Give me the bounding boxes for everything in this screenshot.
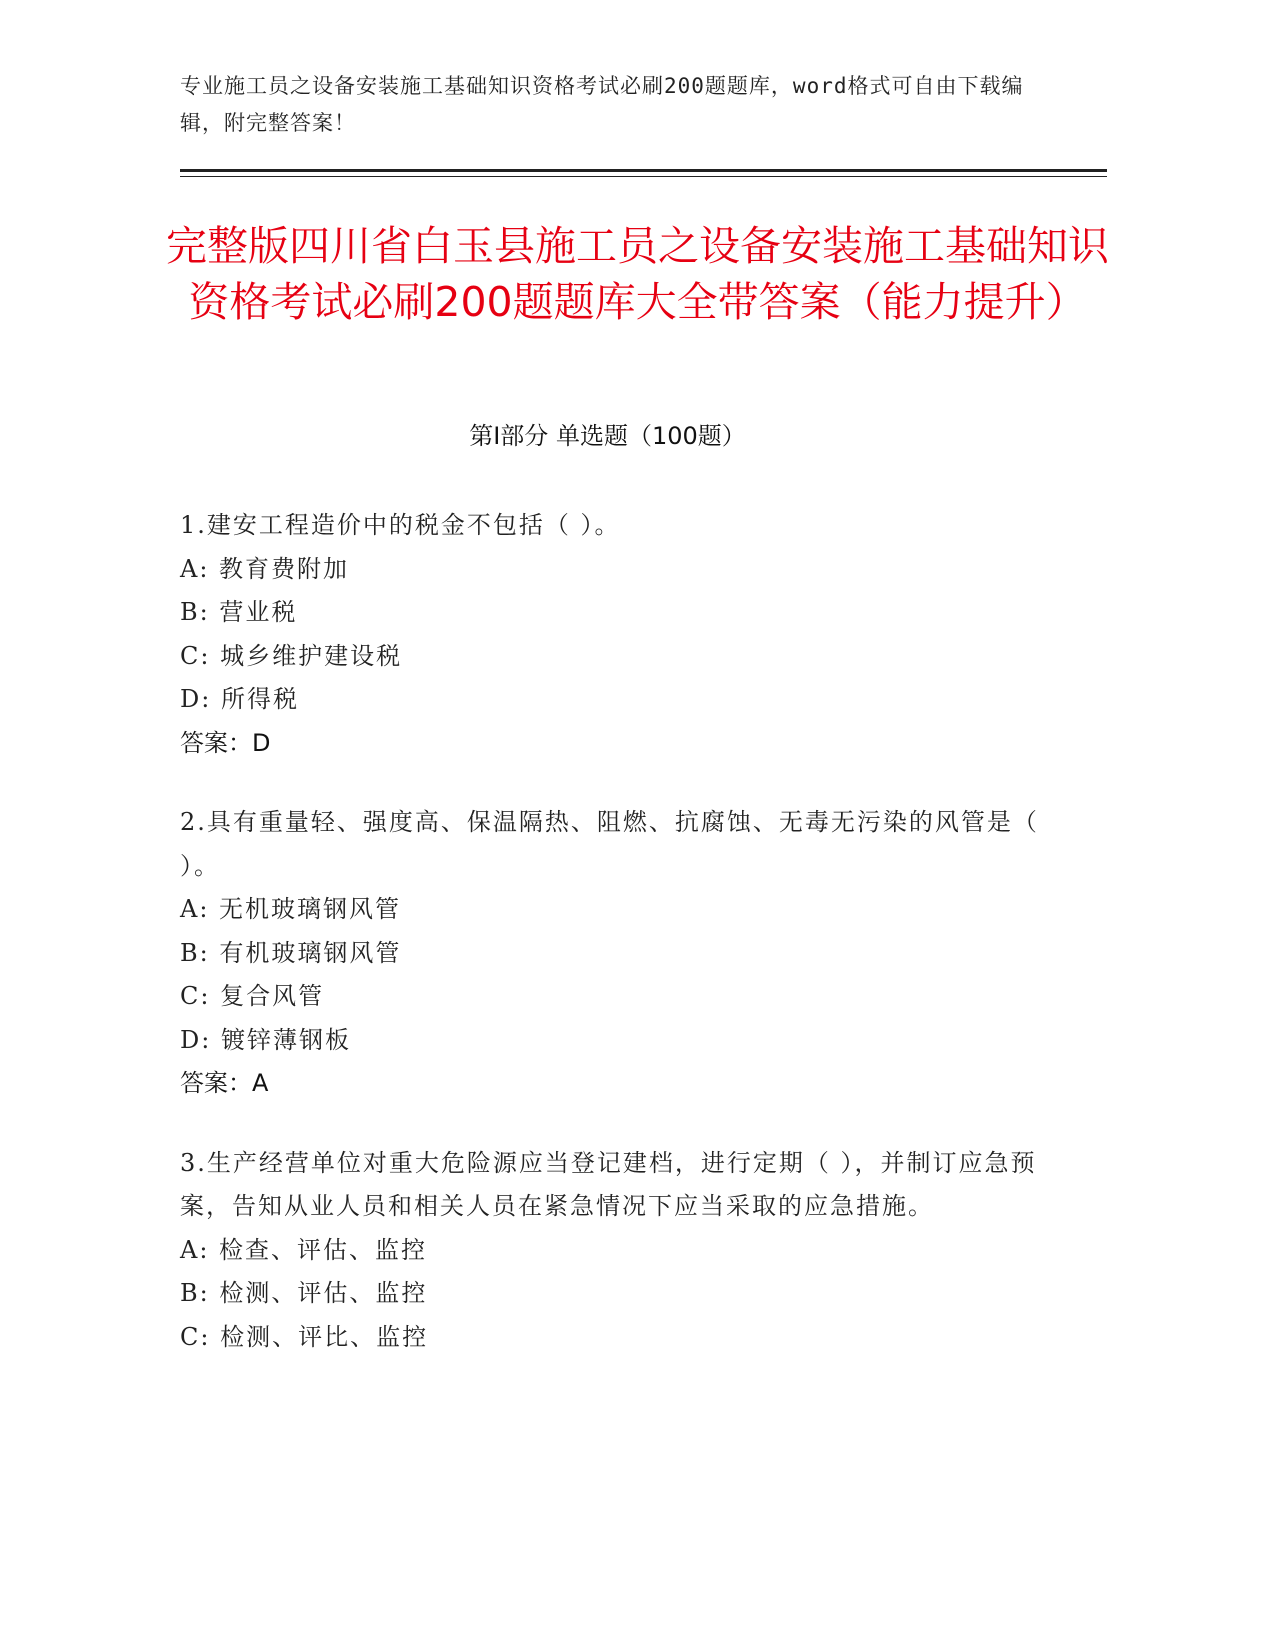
question-stem: 1.建安工程造价中的税金不包括（ ）。 (180, 511, 621, 539)
option-c: C: 检测、评比、监控 (180, 1322, 429, 1351)
section-heading: 第Ⅰ部分 单选题（100题） (469, 422, 746, 450)
option-a: A: 无机玻璃钢风管 (180, 895, 402, 923)
option-a: A: 教育费附加 (180, 554, 350, 583)
answer: 答案：A (180, 1069, 269, 1097)
question-3 (180, 1142, 1040, 1360)
option-d: D: 所得税 (180, 685, 299, 713)
option-b: B: 检测、评估、监控 (180, 1279, 428, 1307)
option-b: B: 营业税 (180, 598, 298, 626)
option-d: D: 镀锌薄钢板 (180, 1025, 351, 1054)
question-2 (180, 801, 1040, 1106)
answer: 答案：D (180, 728, 271, 757)
question-list (180, 504, 1040, 1395)
document-title: 完整版四川省白玉县施工员之设备安装施工基础知识资格考试必刷200题题库大全带答案（能力提升） (166, 222, 1109, 326)
question-stem: 2.具有重量轻、强度高、保温隔热、阻燃、抗腐蚀、无毒无污染的风管是（ ）。 (180, 808, 1039, 880)
question-1 (180, 504, 1040, 765)
option-c: C: 城乡维护建设税 (180, 641, 403, 670)
option-a: A: 检查、评估、监控 (180, 1235, 428, 1264)
header-divider-thick (180, 169, 1107, 172)
header-divider-thin (180, 176, 1107, 177)
header-note: 专业施工员之设备安装施工基础知识资格考试必刷200题题库，word格式可自由下载编辑，附完整答案！ (180, 74, 1024, 135)
option-b: B: 有机玻璃钢风管 (180, 938, 402, 967)
question-stem: 3.生产经营单位对重大危险源应当登记建档，进行定期（ ），并制订应急预案，告知从业人员和相关人员在紧急情况下应当采取的应急措施。 (180, 1148, 1037, 1220)
option-c: C: 复合风管 (180, 982, 325, 1010)
